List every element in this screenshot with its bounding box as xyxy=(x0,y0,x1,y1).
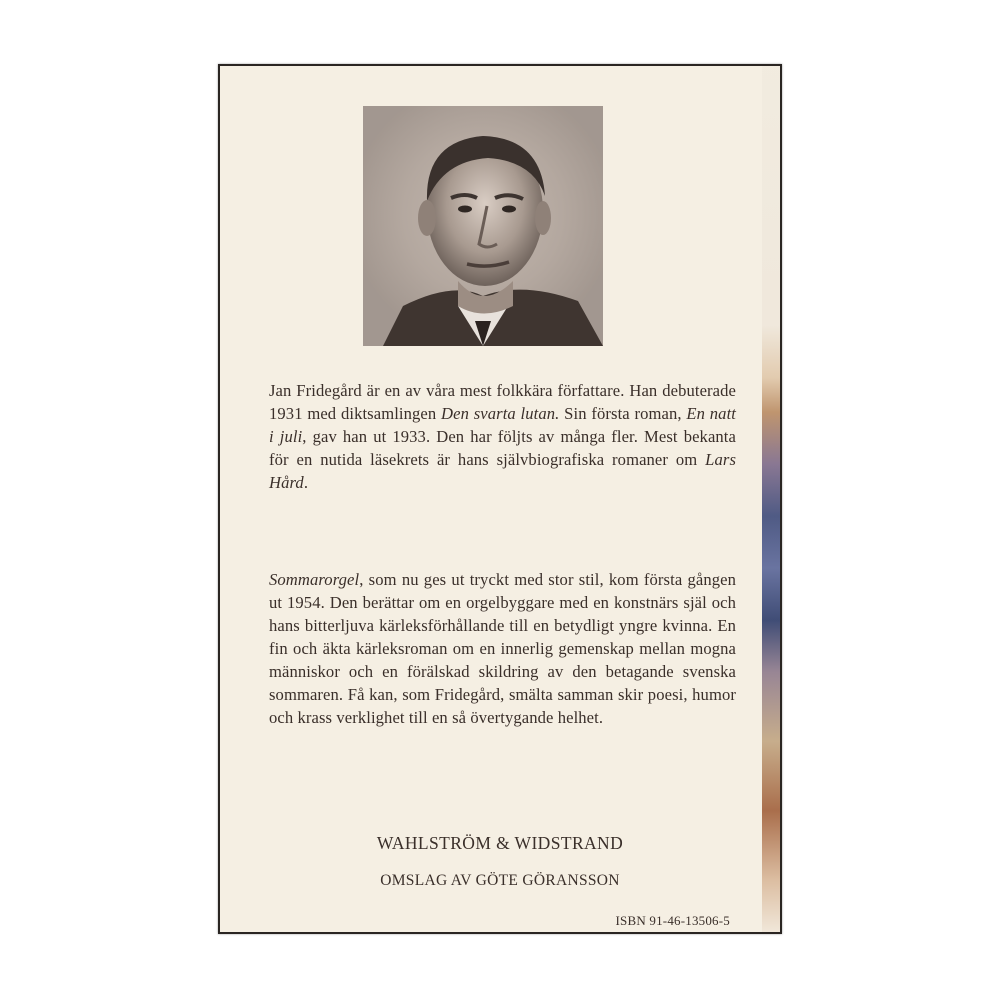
title-en-natt-i-juli: En natt i juli xyxy=(269,404,736,446)
cover-edge xyxy=(762,66,780,932)
book-back-cover xyxy=(218,64,782,934)
author-portrait-icon xyxy=(363,106,603,346)
author-bio xyxy=(269,379,736,494)
author-bio-text-1: Jan Fridegård är en av våra mest folkkära författare. Han debuterade 1931 med diktsamlingen xyxy=(269,381,736,423)
title-den-svarta-lutan: Den svarta lutan. xyxy=(441,404,560,423)
author-bio-text-2: Sin första roman, xyxy=(559,404,687,423)
title-lars-hard: Lars Hård xyxy=(269,450,736,492)
title-sommarorgel: Sommarorgel xyxy=(269,570,360,589)
author-portrait xyxy=(363,106,603,346)
book-description xyxy=(269,568,736,729)
author-bio-text-4: . xyxy=(303,473,309,492)
publisher: WAHLSTRÖM & WIDSTRAND xyxy=(376,833,624,853)
isbn: ISBN 91-46-13506-5 xyxy=(615,913,730,928)
book-description-text: , som nu ges ut tryckt med stor stil, kom första gången ut 1954. Den berättar om en orgelbyggare med en konstnärs själ och hans bitterljuva kärleksförhållande till en betydligt yngre kvinna. En fin och äkta kärleksroman om en innerlig gemenskap mellan mogna människor och en förälskad skildring av den betagande svenska sommaren. Få kan, som Fridegård, smälta samman skir poesi, humor och krass verklighet till en så övertygande helhet. xyxy=(269,570,736,727)
cover-credit: OMSLAG AV GÖTE GÖRANSSON xyxy=(380,872,620,889)
author-bio-text-3: , gav han ut 1933. Den har följts av många fler. Mest bekanta för en nutida läsekrets är hans självbiografiska romaner om xyxy=(269,427,736,469)
